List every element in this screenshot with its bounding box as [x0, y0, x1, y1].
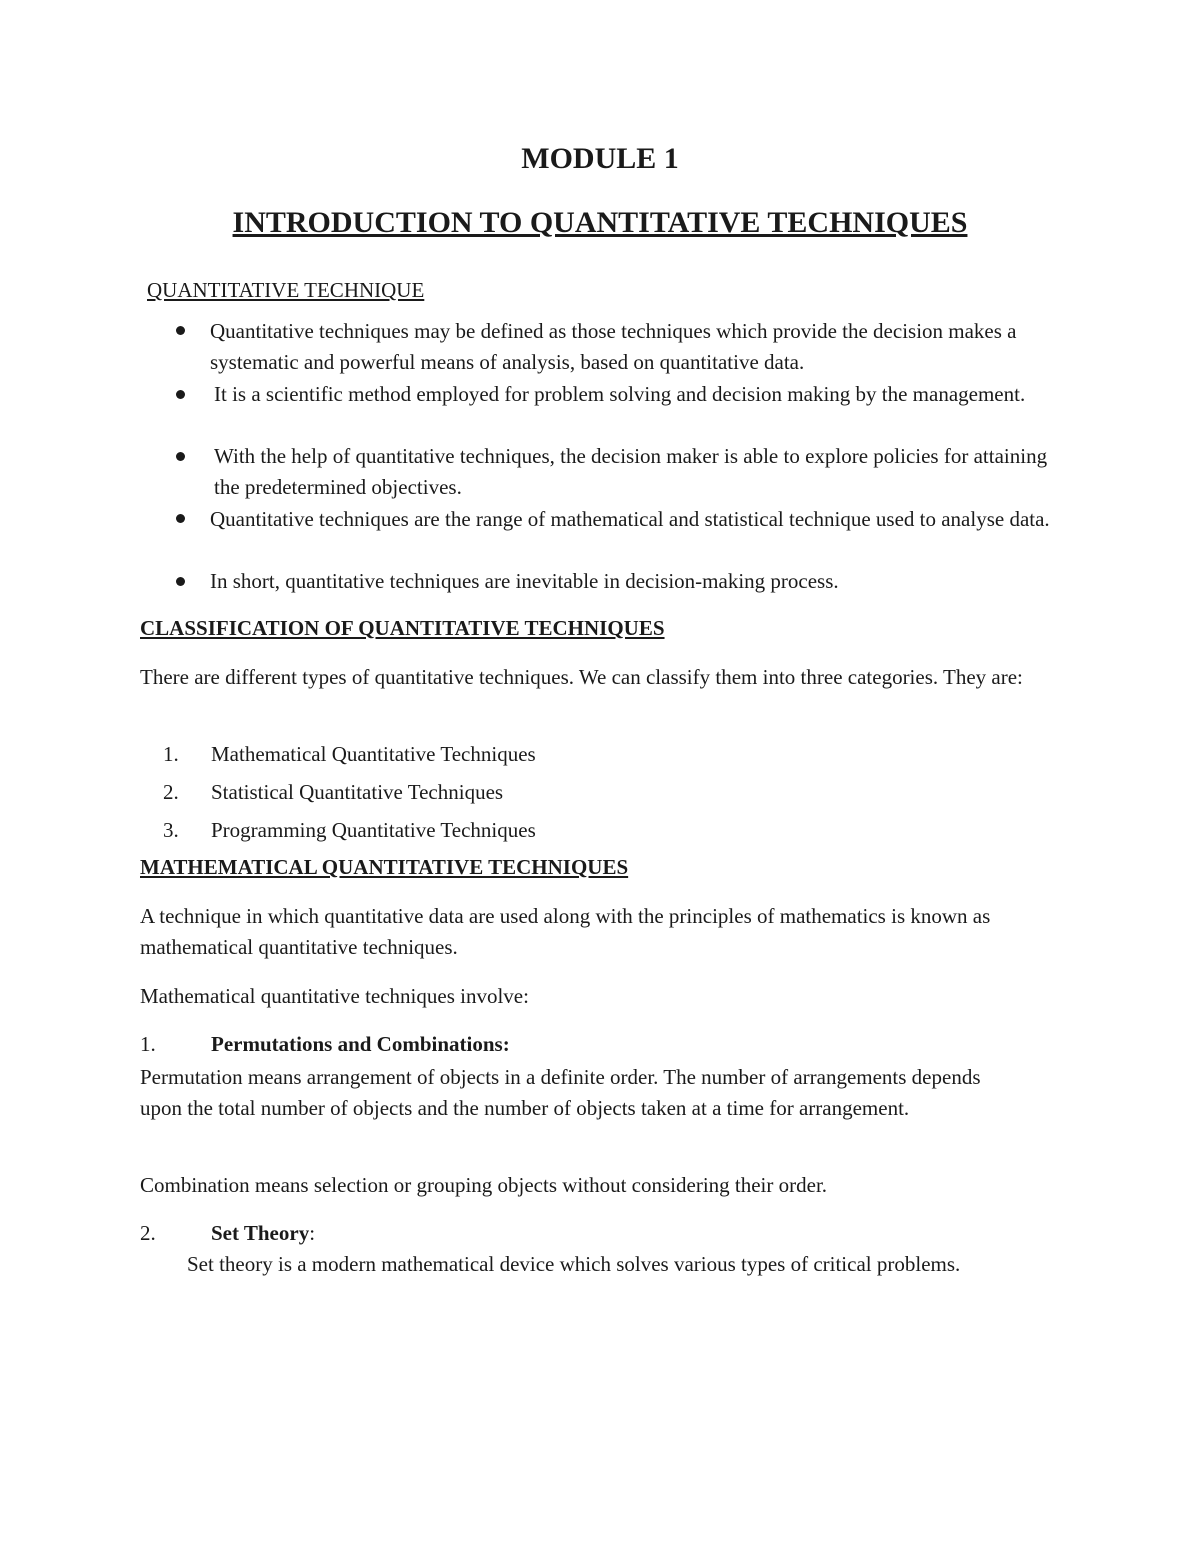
list-item: Programming Quantitative Techniques [211, 818, 536, 842]
module-title: MODULE 1 [521, 142, 679, 175]
combination-text: Combination means selection or grouping objects without considering their order. [140, 1173, 828, 1197]
section-heading-classification: CLASSIFICATION OF QUANTITATIVE TECHNIQUES [140, 616, 665, 640]
section-heading-mathematical: MATHEMATICAL QUANTITATIVE TECHNIQUES [140, 855, 629, 879]
bullet-icon [176, 452, 185, 461]
list-number: 1. [140, 1032, 156, 1056]
bullet-item: It is a scientific method employed for problem solving and decision making by the management. [214, 382, 1026, 406]
bullet-icon [176, 514, 185, 523]
set-theory-text: Set theory is a modern mathematical device which solves various types of critical problems. [187, 1252, 961, 1276]
set-theory-heading [211, 1221, 315, 1246]
list-item: Mathematical Quantitative Techniques [211, 742, 536, 766]
set-theory-title: Set Theory [211, 1221, 310, 1245]
section-heading-quantitative-technique: QUANTITATIVE TECHNIQUE [147, 278, 425, 302]
list-number: 2. [163, 780, 179, 804]
bullet-icon [176, 390, 185, 399]
permutations-title: Permutations and Combinations: [211, 1032, 510, 1056]
list-item: Statistical Quantitative Techniques [211, 780, 504, 804]
list-number: 2. [140, 1221, 156, 1245]
list-number: 1. [163, 742, 179, 766]
classification-intro: There are different types of quantitative techniques. We can classify them into three categories. They are: [140, 665, 1023, 689]
mathematical-intro: A technique in which quantitative data are used along with the principles of mathematics is known as mathematical quantitative techniques. [140, 904, 991, 959]
set-theory-colon: : [309, 1221, 316, 1245]
bullet-item: In short, quantitative techniques are inevitable in decision-making process. [210, 569, 839, 593]
main-title: INTRODUCTION TO QUANTITATIVE TECHNIQUES [232, 206, 968, 239]
bullet-item: Quantitative techniques may be defined as those techniques which provide the decision makes a systematic and powerful means of analysis, based on quantitative data. [210, 319, 1017, 374]
bullet-icon [176, 577, 185, 586]
bullet-item: Quantitative techniques are the range of mathematical and statistical technique used to analyse data. [210, 507, 1050, 531]
bullet-item: With the help of quantitative techniques, the decision maker is able to explore policies for attaining the predetermined objectives. [214, 444, 1048, 499]
mathematical-involve: Mathematical quantitative techniques involve: [140, 984, 529, 1008]
permutation-text: Permutation means arrangement of objects in a definite order. The number of arrangements depends upon the total number of objects and the number of objects taken at a time for arrangement. [140, 1065, 981, 1120]
bullet-icon [176, 326, 185, 335]
list-number: 3. [163, 818, 179, 842]
